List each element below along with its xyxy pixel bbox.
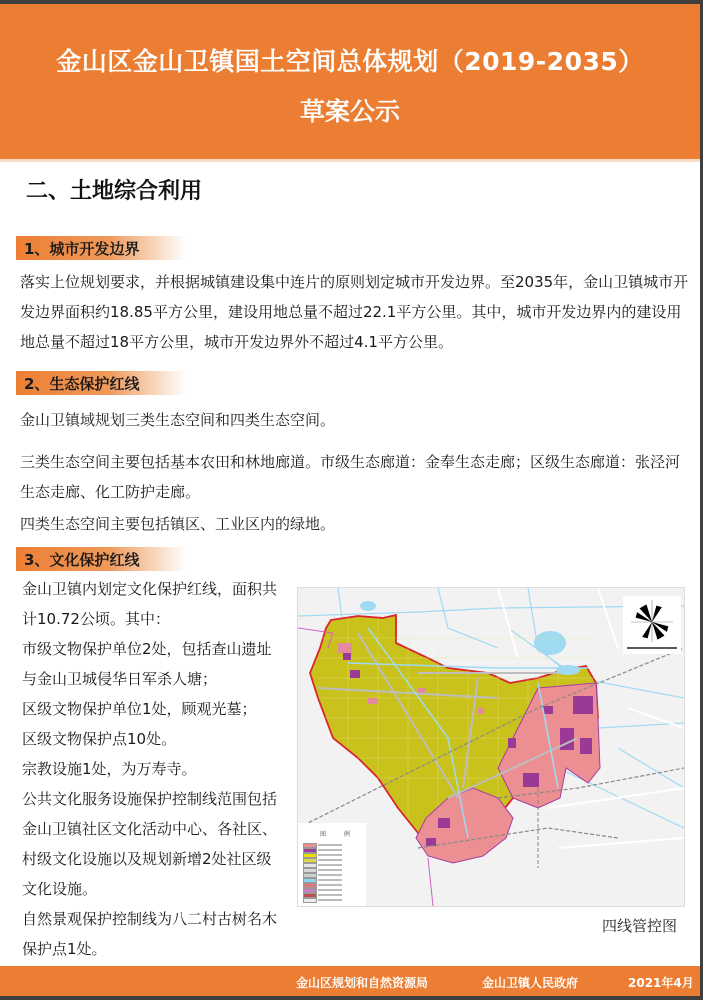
bottom-frame-strip [0, 996, 703, 1000]
paragraph-culture-7: 自然景观保护控制线为八二村古树名木保护点1处。 [22, 910, 278, 958]
legend-label-line [318, 854, 342, 856]
footer-org-town-government: 金山卫镇人民政府 [482, 976, 579, 990]
legend-label-line [318, 859, 342, 861]
map-caption: 四线管控图 [602, 917, 678, 935]
legend-label-line [318, 844, 342, 846]
legend-label-line [318, 849, 342, 851]
header-title: 金山区金山卫镇国土空间总体规划（2019-2035） [56, 47, 644, 76]
legend-label-line [318, 869, 342, 871]
paragraph-culture-6: 公共文化服务设施保护控制线范围包括金山卫镇社区文化活动中心、各社区、村级文化设施以及规划新增2处社区级文化设施。 [22, 790, 278, 898]
north-arrow-compass [623, 596, 681, 654]
legend-label-line [318, 884, 342, 886]
subsection-banner-ecological-redline [16, 371, 186, 395]
subsection-banner-cultural-redline [16, 547, 186, 571]
map-legend [298, 823, 366, 906]
paragraph-culture-4: 区级文物保护点10处。 [22, 730, 177, 748]
paragraph-eco-3: 四类生态空间主要包括镇区、工业区内的绿地。 [20, 515, 336, 533]
paragraph-culture-5: 宗教设施1处，为万寿寺。 [22, 760, 197, 778]
page-header [0, 4, 700, 159]
subsection-heading: 3、文化保护红线 [24, 551, 140, 569]
four-lines-control-map [297, 587, 685, 907]
legend-swatch [303, 898, 317, 903]
header-subtitle: 草案公示 [299, 97, 400, 126]
footer-org-planning-bureau: 金山区规划和自然资源局 [296, 976, 429, 990]
subsection-heading: 1、城市开发边界 [24, 240, 140, 258]
footer-date: 2021年4月 [628, 976, 694, 990]
legend-label-line [318, 889, 342, 891]
subsection-heading: 2、生态保护红线 [24, 375, 140, 393]
paragraph-culture-2: 市级文物保护单位2处，包括查山遗址与金山卫城侵华日军杀人塘； [22, 640, 272, 688]
paragraph-urban-boundary: 落实上位规划要求，并根据城镇建设集中连片的原则划定城市开发边界。至2035年，金山卫镇城市开发边界面积约18.85平方公里，建设用地总量不超过22.1平方公里。其中，城市开发边界内的建设用地总量不超过18平方公里，城市开发边界外不超过4.1平方公里。 [20, 273, 689, 351]
page-footer [0, 966, 700, 996]
legend-label-line [318, 879, 342, 881]
paragraph-culture-1: 金山卫镇内划定文化保护红线，面积共计10.72公顷。其中： [22, 580, 278, 628]
paragraph-eco-2: 三类生态空间主要包括基本农田和林地廊道。市级生态廊道：金奉生态走廊；区级生态廊道：张泾河生态走廊、化工防护走廊。 [20, 453, 681, 501]
paragraph-culture-3: 区级文物保护单位1处，顾观光墓； [22, 700, 257, 718]
legend-label-line [318, 864, 342, 866]
legend-title: 图 例 [320, 831, 358, 838]
legend-label-line [318, 894, 342, 896]
subsection-banner-urban-boundary [16, 236, 186, 260]
header-divider [0, 159, 700, 162]
legend-label-line [318, 899, 342, 901]
paragraph-eco-1: 金山卫镇域规划三类生态空间和四类生态空间。 [20, 411, 336, 429]
section-title: 二、土地综合利用 [26, 179, 203, 204]
legend-label-line [318, 874, 342, 876]
